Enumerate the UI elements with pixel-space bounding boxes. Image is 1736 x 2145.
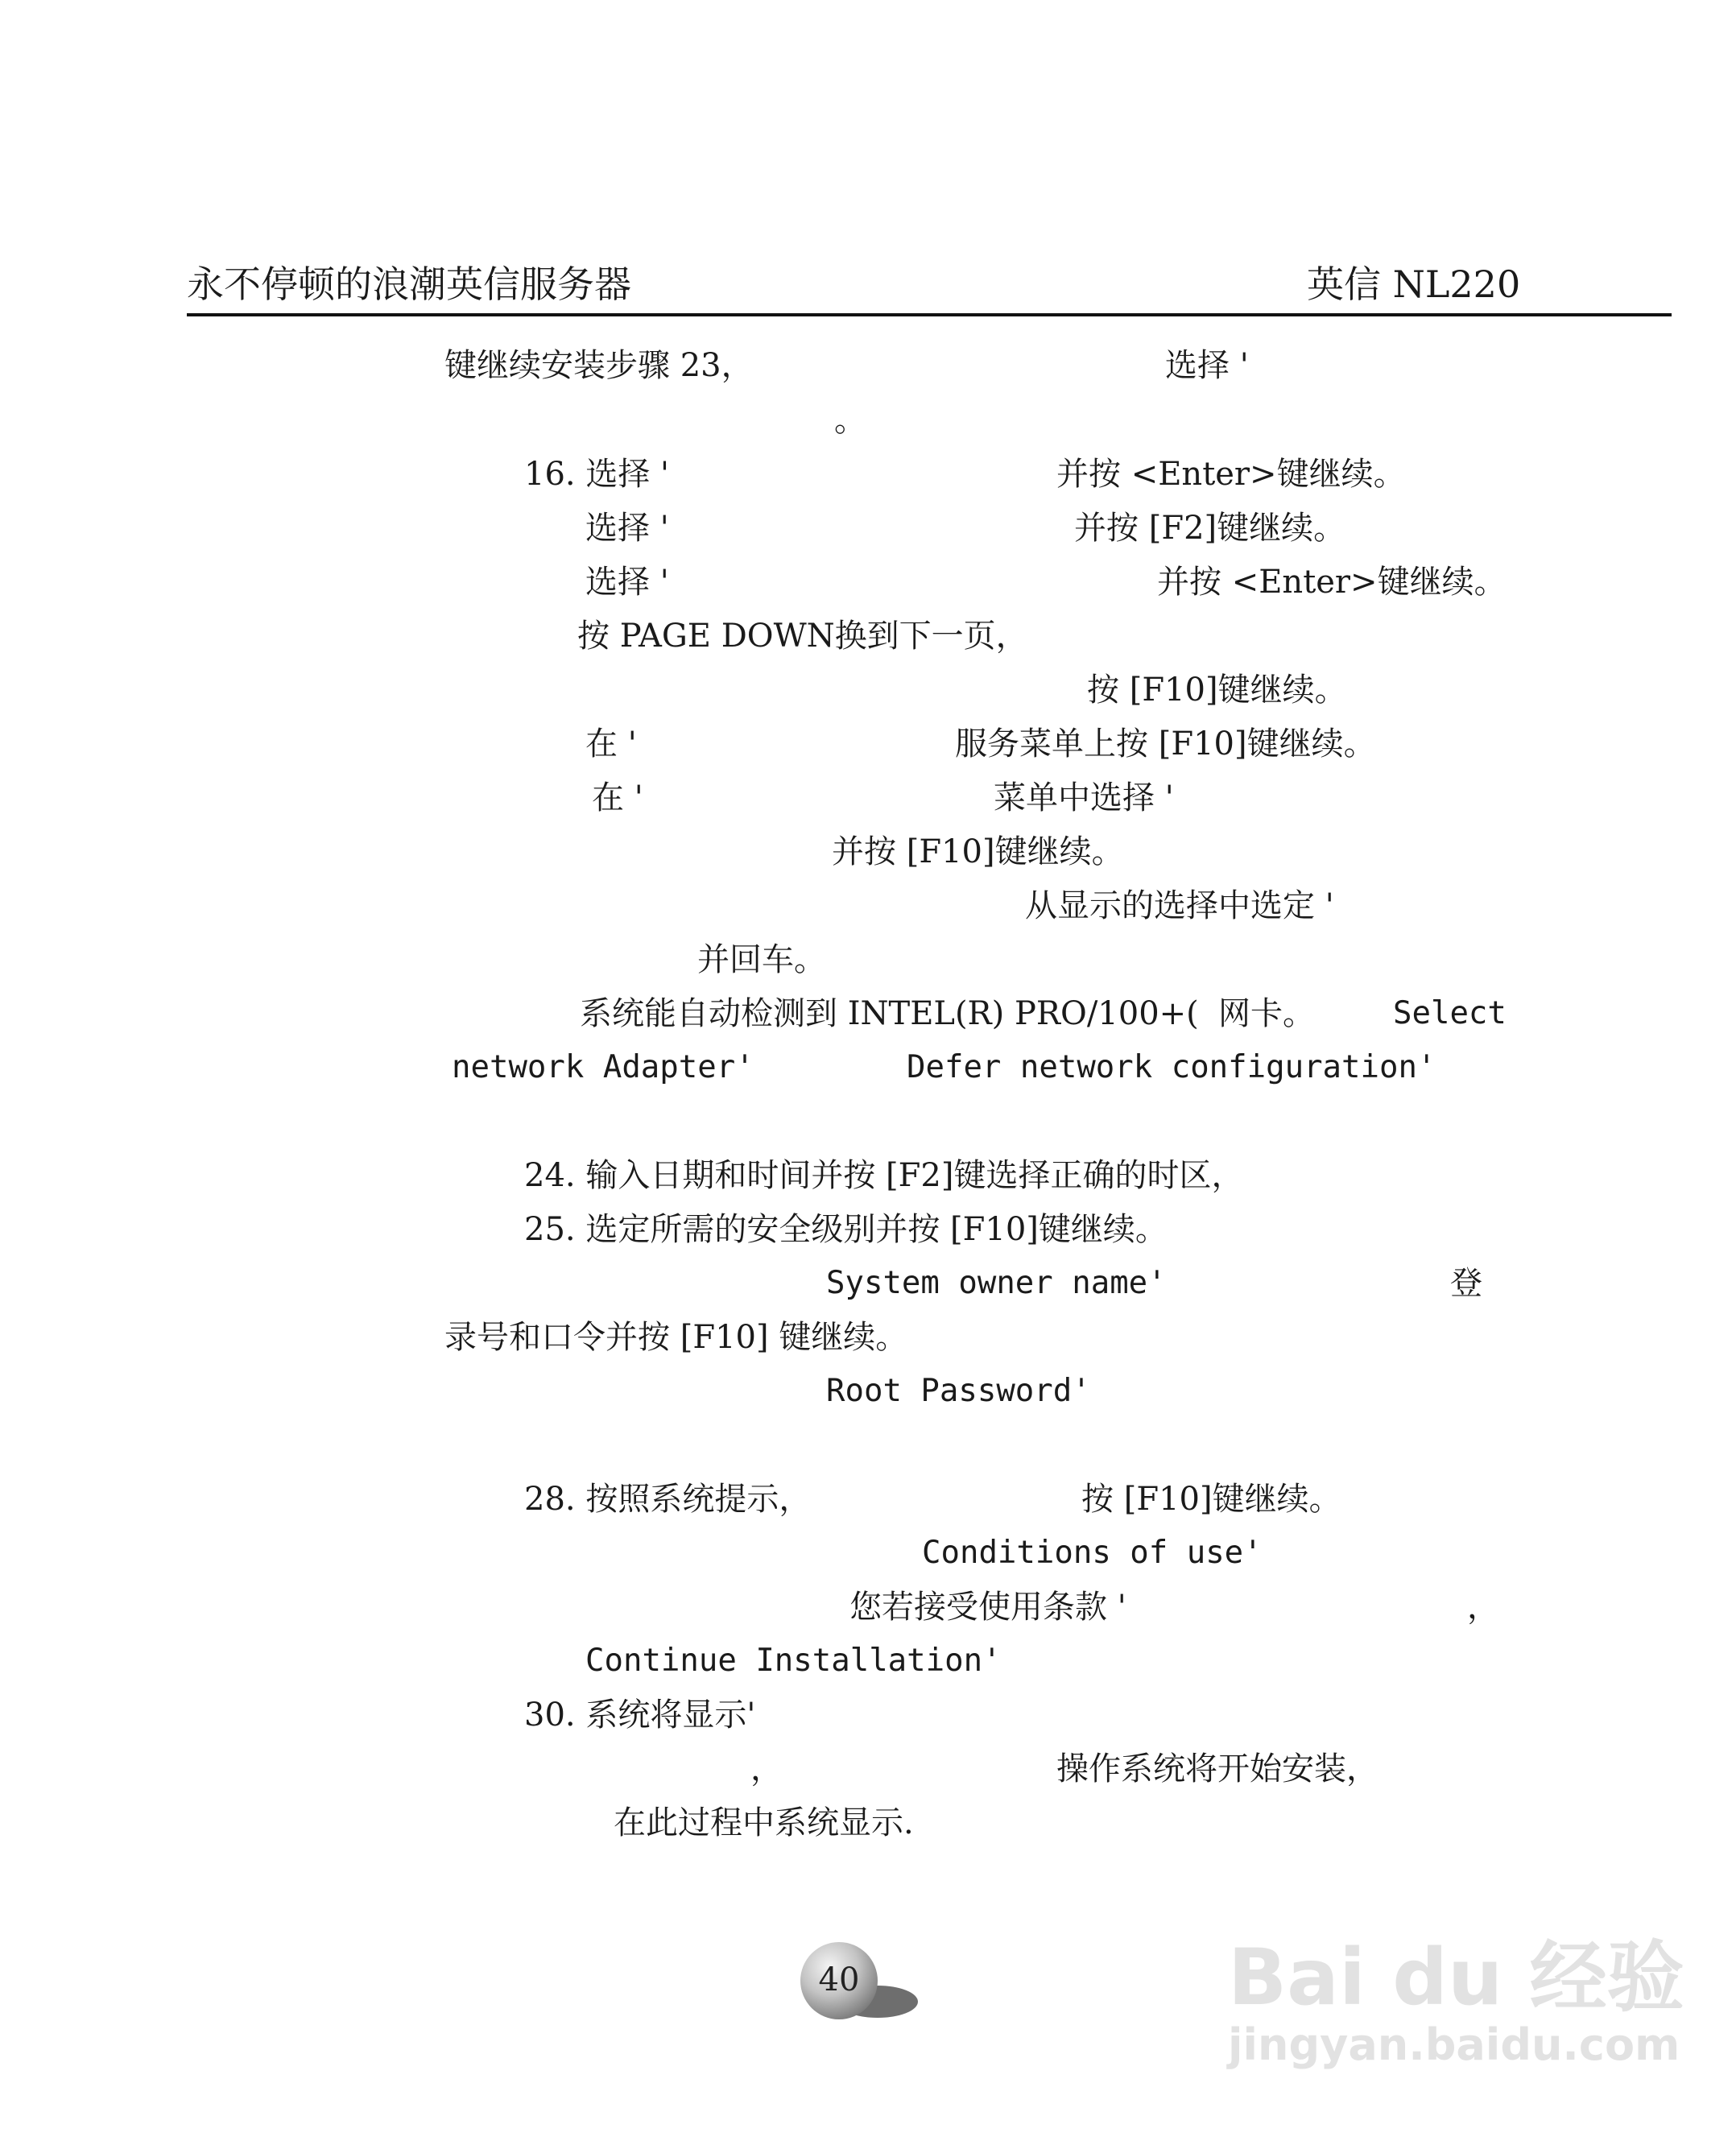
header-right: 英信 NL220 bbox=[1307, 262, 1521, 306]
text-line: 并回车。 bbox=[697, 941, 826, 978]
text-line: Defer network configuration' bbox=[907, 1049, 1436, 1085]
text-line: 选择 ' bbox=[585, 510, 669, 547]
text-line: 按 PAGE DOWN换到下一页， bbox=[577, 618, 1028, 655]
page-number: 40 bbox=[818, 1961, 860, 1998]
text-line: 并按 <Enter>键继续。 bbox=[1157, 564, 1507, 601]
text-line: Continue Installation' bbox=[585, 1643, 1002, 1679]
text-line: 在 ' bbox=[592, 779, 643, 816]
text-line: 24. 输入日期和时间并按 [F2]键选择正确的时区， bbox=[524, 1157, 1244, 1194]
text-line: 操作系统将开始安装， bbox=[1056, 1750, 1378, 1788]
text-line: ， bbox=[1467, 1589, 1499, 1626]
text-line: 网卡。 bbox=[1218, 995, 1315, 1032]
text-line: Root Password' bbox=[826, 1373, 1091, 1409]
text-line: network Adapter' bbox=[452, 1049, 754, 1085]
text-line: 键继续安装步骤 23， bbox=[444, 347, 754, 384]
text-line: 在 ' bbox=[585, 725, 637, 763]
header-left: 永不停顿的浪潮英信服务器 bbox=[187, 262, 631, 306]
text-line: 按 [F10]键继续。 bbox=[1087, 672, 1347, 709]
text-line: ， bbox=[750, 1750, 783, 1788]
text-line: 您若接受使用条款 ' bbox=[849, 1589, 1126, 1626]
text-line: 按 [F10]键继续。 bbox=[1081, 1481, 1341, 1518]
text-line: 并按 [F2]键继续。 bbox=[1074, 510, 1346, 547]
watermark-brand: Bai du 经验 bbox=[1228, 1932, 1684, 2023]
text-line: 选择 ' bbox=[1165, 347, 1249, 384]
text-line: 并按 <Enter>键继续。 bbox=[1056, 456, 1406, 493]
text-line: 服务菜单上按 [F10]键继续。 bbox=[955, 725, 1376, 763]
text-line: 并按 [F10]键继续。 bbox=[832, 833, 1124, 870]
text-line: 16. 选择 ' bbox=[524, 456, 670, 493]
text-line: Select bbox=[1393, 995, 1507, 1031]
text-line: 从显示的选择中选定 ' bbox=[1025, 887, 1334, 924]
text-line: 选择 ' bbox=[585, 564, 669, 601]
text-line: 。 bbox=[834, 402, 866, 439]
text-line: 录号和口令并按 [F10] 键继续。 bbox=[444, 1319, 908, 1356]
text-line: 30. 系统将显示' bbox=[524, 1697, 756, 1734]
text-line: 登 bbox=[1450, 1265, 1482, 1302]
header-rule bbox=[187, 313, 1672, 316]
text-line: 菜单中选择 ' bbox=[994, 779, 1174, 816]
text-line: 25. 选定所需的安全级别并按 [F10]键继续。 bbox=[524, 1211, 1168, 1248]
watermark-url: jingyan.baidu.com bbox=[1228, 2019, 1680, 2070]
text-line: Conditions of use' bbox=[922, 1535, 1263, 1571]
text-line: 系统能自动检测到 INTEL(R) PRO/100+( bbox=[580, 995, 1199, 1032]
text-line: 在此过程中系统显示. bbox=[614, 1804, 914, 1841]
text-line: 28. 按照系统提示， bbox=[524, 1481, 812, 1518]
text-line: System owner name' bbox=[826, 1265, 1167, 1301]
